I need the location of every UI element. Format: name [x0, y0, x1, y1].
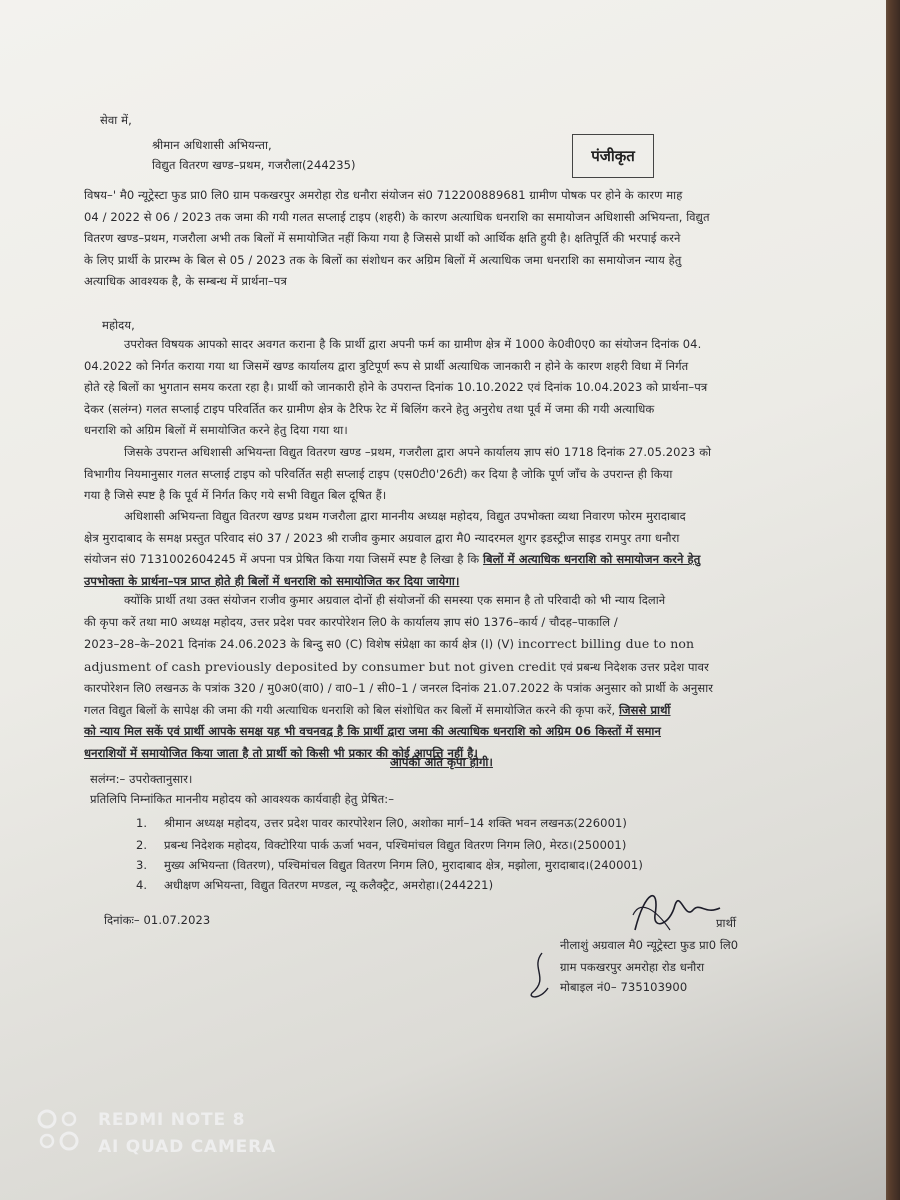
signatory-title: प्रार्थी: [716, 916, 737, 930]
signature-image: [625, 880, 745, 940]
para-line: अधिशासी अभियन्ता विद्युत वितरण खण्ड प्रथम गजरौला द्वारा माननीय अध्यक्ष महोदय, विद्युत उपभोक्ता व्यथा निवारण फोरम मुरादाबाद: [124, 509, 686, 523]
cc-item-number: 4.: [136, 878, 148, 892]
greeting: महोदय,: [102, 318, 135, 332]
para-line: गया है जिसे स्पष्ट है कि पूर्व में निर्गत किए गये सभी विद्युत बिल दूषित हैं।: [84, 488, 387, 502]
highlighted-commitment: उपभोक्ता के प्रार्थना–पत्र प्राप्त होते ही बिलों में धनराशि को समायोजित कर दिया जायेगा।: [84, 573, 460, 588]
sender-mobile: मोबाइल नं0– 735103900: [560, 980, 688, 994]
para-line: [84, 633, 800, 656]
camera-watermark-icon: [36, 1108, 82, 1154]
para-line: [84, 656, 800, 679]
paragraph-4: [84, 590, 800, 764]
cc-item: मुख्य अभियन्ता (वितरण), पश्चिमांचल विद्युत वितरण निगम लि0, मुरादाबाद क्षेत्र, मझोला, मुरादाबाद।(240001): [164, 858, 643, 872]
closing-line: आपकी अति कृपा होगी।: [390, 755, 493, 769]
paragraph-3: [84, 506, 800, 592]
para-line: 04.2022 को निर्गत कराया गया था जिसमें खण्ड कार्यालय द्वारा त्रुटिपूर्ण रूप से प्रार्थी अत्याधिक जानकारी न होने के कारण शहरी विधा में निर्गत: [84, 358, 689, 373]
subject-line: वितरण खण्ड–प्रथम, गजरौला अभी तक बिलों में समायोजित नहीं किया गया है जिससे प्रार्थी को आर्थिक क्षति हुयी है। क्षतिपूर्ति की भरपाई करने: [84, 231, 681, 245]
para-line: की कृपा करें तथा मा0 अध्यक्ष महोदय, उत्तर प्रदेश पवर कारपोरेशन लि0 के कार्यालय ज्ञाप सं0 1376–कार्य / चौदह–पाकालि /: [84, 614, 618, 629]
subject-line: के लिए प्रार्थी के प्रारम्भ के बिल से 05 / 2023 तक के बिलों का संशोधन कर अग्रिम बिलों में अत्याधिक जमा धनराशि का समायोजन न्याय हेतु: [84, 252, 682, 267]
para-text: 2023–28–के–2021 दिनांक 24.06.2023 के बिन्दु स0 (C) विशेष संप्रेक्षा का कार्य क्षेत्र (I) (V): [84, 637, 515, 651]
cc-item: अधीक्षण अभियन्ता, विद्युत वितरण मण्डल, न्यू कलैक्ट्रैट, अमरोहा।(244221): [164, 878, 494, 892]
para-line: होते रहे बिलों का भुगतान समय करता रहा है। प्रार्थी को जानकारी होने के उपरान्त दिनांक 10.10.2022 एवं दिनांक 10.04.2023 को प्रार्थना–पत्र: [84, 380, 708, 394]
highlighted-request: धनराशियों में समायोजित किया जाता है तो प्रार्थी को किसी भी प्रकार की कोई आपत्ति नहीं है।: [84, 745, 478, 760]
para-text: एवं प्रबन्ध निदेशक उत्तर प्रदेश पावर: [559, 659, 709, 674]
cc-item-number: 1.: [136, 816, 148, 830]
cc-item-number: 2.: [136, 838, 148, 852]
highlighted-request: जिससे प्रार्थी: [619, 702, 671, 717]
enclosure-note: सलंग्न:– उपरोक्तानुसार।: [90, 772, 193, 786]
para-line: कारपोरेशन लि0 लखनऊ के पत्रांक 320 / मु0अ0(वा0) / वा0–1 / सी0–1 / जनरल दिनांक 21.07.2022 के पत्रांक अनुसार को प्रार्थी के अनुसार: [84, 681, 714, 695]
cc-item: श्रीमान अध्यक्ष महोदय, उत्तर प्रदेश पावर कारपोरेशन लि0, अशोका मार्ग–14 शक्ति भवन लखनऊ(226001): [164, 816, 628, 830]
salutation-to: सेवा में,: [100, 113, 132, 127]
english-clause: incorrect billing due to non: [517, 636, 695, 651]
para-text: संयोजन सं0 7131002604245 में अपना पत्र प्रेषित किया गया जिसमें स्पष्ट है लिखा है कि: [84, 552, 480, 566]
para-line: [84, 549, 800, 571]
subject-block: [84, 185, 800, 293]
recipient-line-1: श्रीमान अधिशासी अभियन्ता,: [152, 138, 272, 152]
highlighted-commitment: बिलों में अत्याधिक धनराशि को समायोजन करने हेतु: [483, 552, 701, 566]
para-line: जिसके उपरान्त अधिशासी अभियन्ता विद्युत वितरण खण्ड –प्रथम, गजरौला द्वारा अपने कार्यालय ज्ञाप सं0 1718 दिनांक 27.05.2023 को: [124, 445, 712, 459]
para-line: देकर (सलंग्न) गलत सप्लाई टाइप परिवर्तित कर ग्रामीण क्षेत्र के टैरिफ रेट में बिलिंग करने हेतु अनुरोध तथा पूर्व में जमा की गयी अत्याधिक: [84, 401, 655, 416]
para-line: क्षेत्र मुरादाबाद के समक्ष प्रस्तुत परिवाद सं0 37 / 2023 श्री राजीव कुमार अग्रवाल द्वारा मै0 न्यादरमल शुगर इडस्ट्रीज साइड रामपुर तगा धनौरा: [84, 530, 680, 545]
registered-stamp: पंजीकृत: [572, 134, 654, 178]
para-line: [84, 700, 800, 722]
para-line: क्योंकि प्रार्थी तथा उक्त संयोजन राजीव कुमार अग्रवाल दोनों ही संयोजनों की समस्या एक समान है तो परिवादी को भी न्याय दिलाने: [124, 593, 666, 607]
sender-name: नीलाशुं अग्रवाल मै0 न्यूट्रेस्टा फुड प्रा0 लि0: [560, 938, 739, 952]
english-clause: adjusment of cash previously deposited by consumer but not given credit: [84, 658, 557, 674]
sender-address: ग्राम पकखरपुर अमरोहा रोड धनौरा: [560, 960, 705, 974]
highlighted-request: को न्याय मिल सकें एवं प्रार्थी आपके समक्ष यह भी वचनवद्व है कि प्रार्थी द्वारा जमा की अत्याधिक धनराशि को अग्रिम 06 किस्तों में समान: [84, 724, 661, 738]
subject-line: 04 / 2022 से 06 / 2023 तक जमा की गयी गलत सप्लाई टाइप (शहरी) के कारण अत्याधिक धनराशि का समायोजन अधिशासी अभियन्ता, विद्युत: [84, 209, 710, 224]
cc-item-number: 3.: [136, 858, 148, 872]
watermark-camera: AI QUAD CAMERA: [98, 1137, 276, 1157]
paragraph-2: [84, 442, 800, 507]
para-line: उपरोक्त विषयक आपको सादर अवगत कराना है कि प्रार्थी द्वारा अपनी फर्म का ग्रामीण क्षेत्र में 1000 के0वी0ए0 का संयोजन दिनांक 04.: [124, 337, 702, 351]
initials-mark: [520, 948, 560, 1008]
para-line: धनराशि को अग्रिम बिलों में समायोजित करने हेतु दिया गया था।: [84, 423, 348, 437]
letter-date: दिनांकः– 01.07.2023: [104, 913, 211, 927]
paragraph-1: [84, 334, 800, 442]
subject-line: अत्याधिक आवश्यक है, के सम्बन्ध में प्रार्थना–पत्र: [84, 274, 287, 288]
cc-item: प्रबन्ध निदेशक महोदय, विक्टोरिया पार्क ऊर्जा भवन, पश्चिमांचल विद्युत वितरण निगम लि0, मेरठ।(250001): [164, 838, 627, 852]
cc-heading: प्रतिलिपि निम्नांकित माननीय महोदय को आवश्यक कार्यवाही हेतु प्रेषित:–: [90, 792, 395, 806]
para-text: गलत विद्युत बिलों के सापेक्ष की जमा की गयी अत्याधिक धनराशि को बिल संशोधित कर बिलों में समायोजित करने की कृपा करें,: [84, 702, 616, 717]
recipient-line-2: विद्युत वितरण खण्ड–प्रथम, गजरौला(244235): [152, 158, 356, 172]
para-line: विभागीय नियमानुसार गलत सप्लाई टाइप को परिवर्तित सही सप्लाई टाइप (एस0टी0'26टी) कर दिया है जोकि पूर्ण जाँच के उपरान्त ही किया: [84, 466, 673, 481]
watermark-model: REDMI NOTE 8: [98, 1110, 246, 1130]
subject-line: विषय–' मै0 न्यूट्रेस्टा फुड प्रा0 लि0 ग्राम पकखरपुर अमरोहा रोड धनौरा संयोजन सं0 712200889681 ग्रामीण पोषक पर होने के कारण माह: [84, 188, 683, 202]
